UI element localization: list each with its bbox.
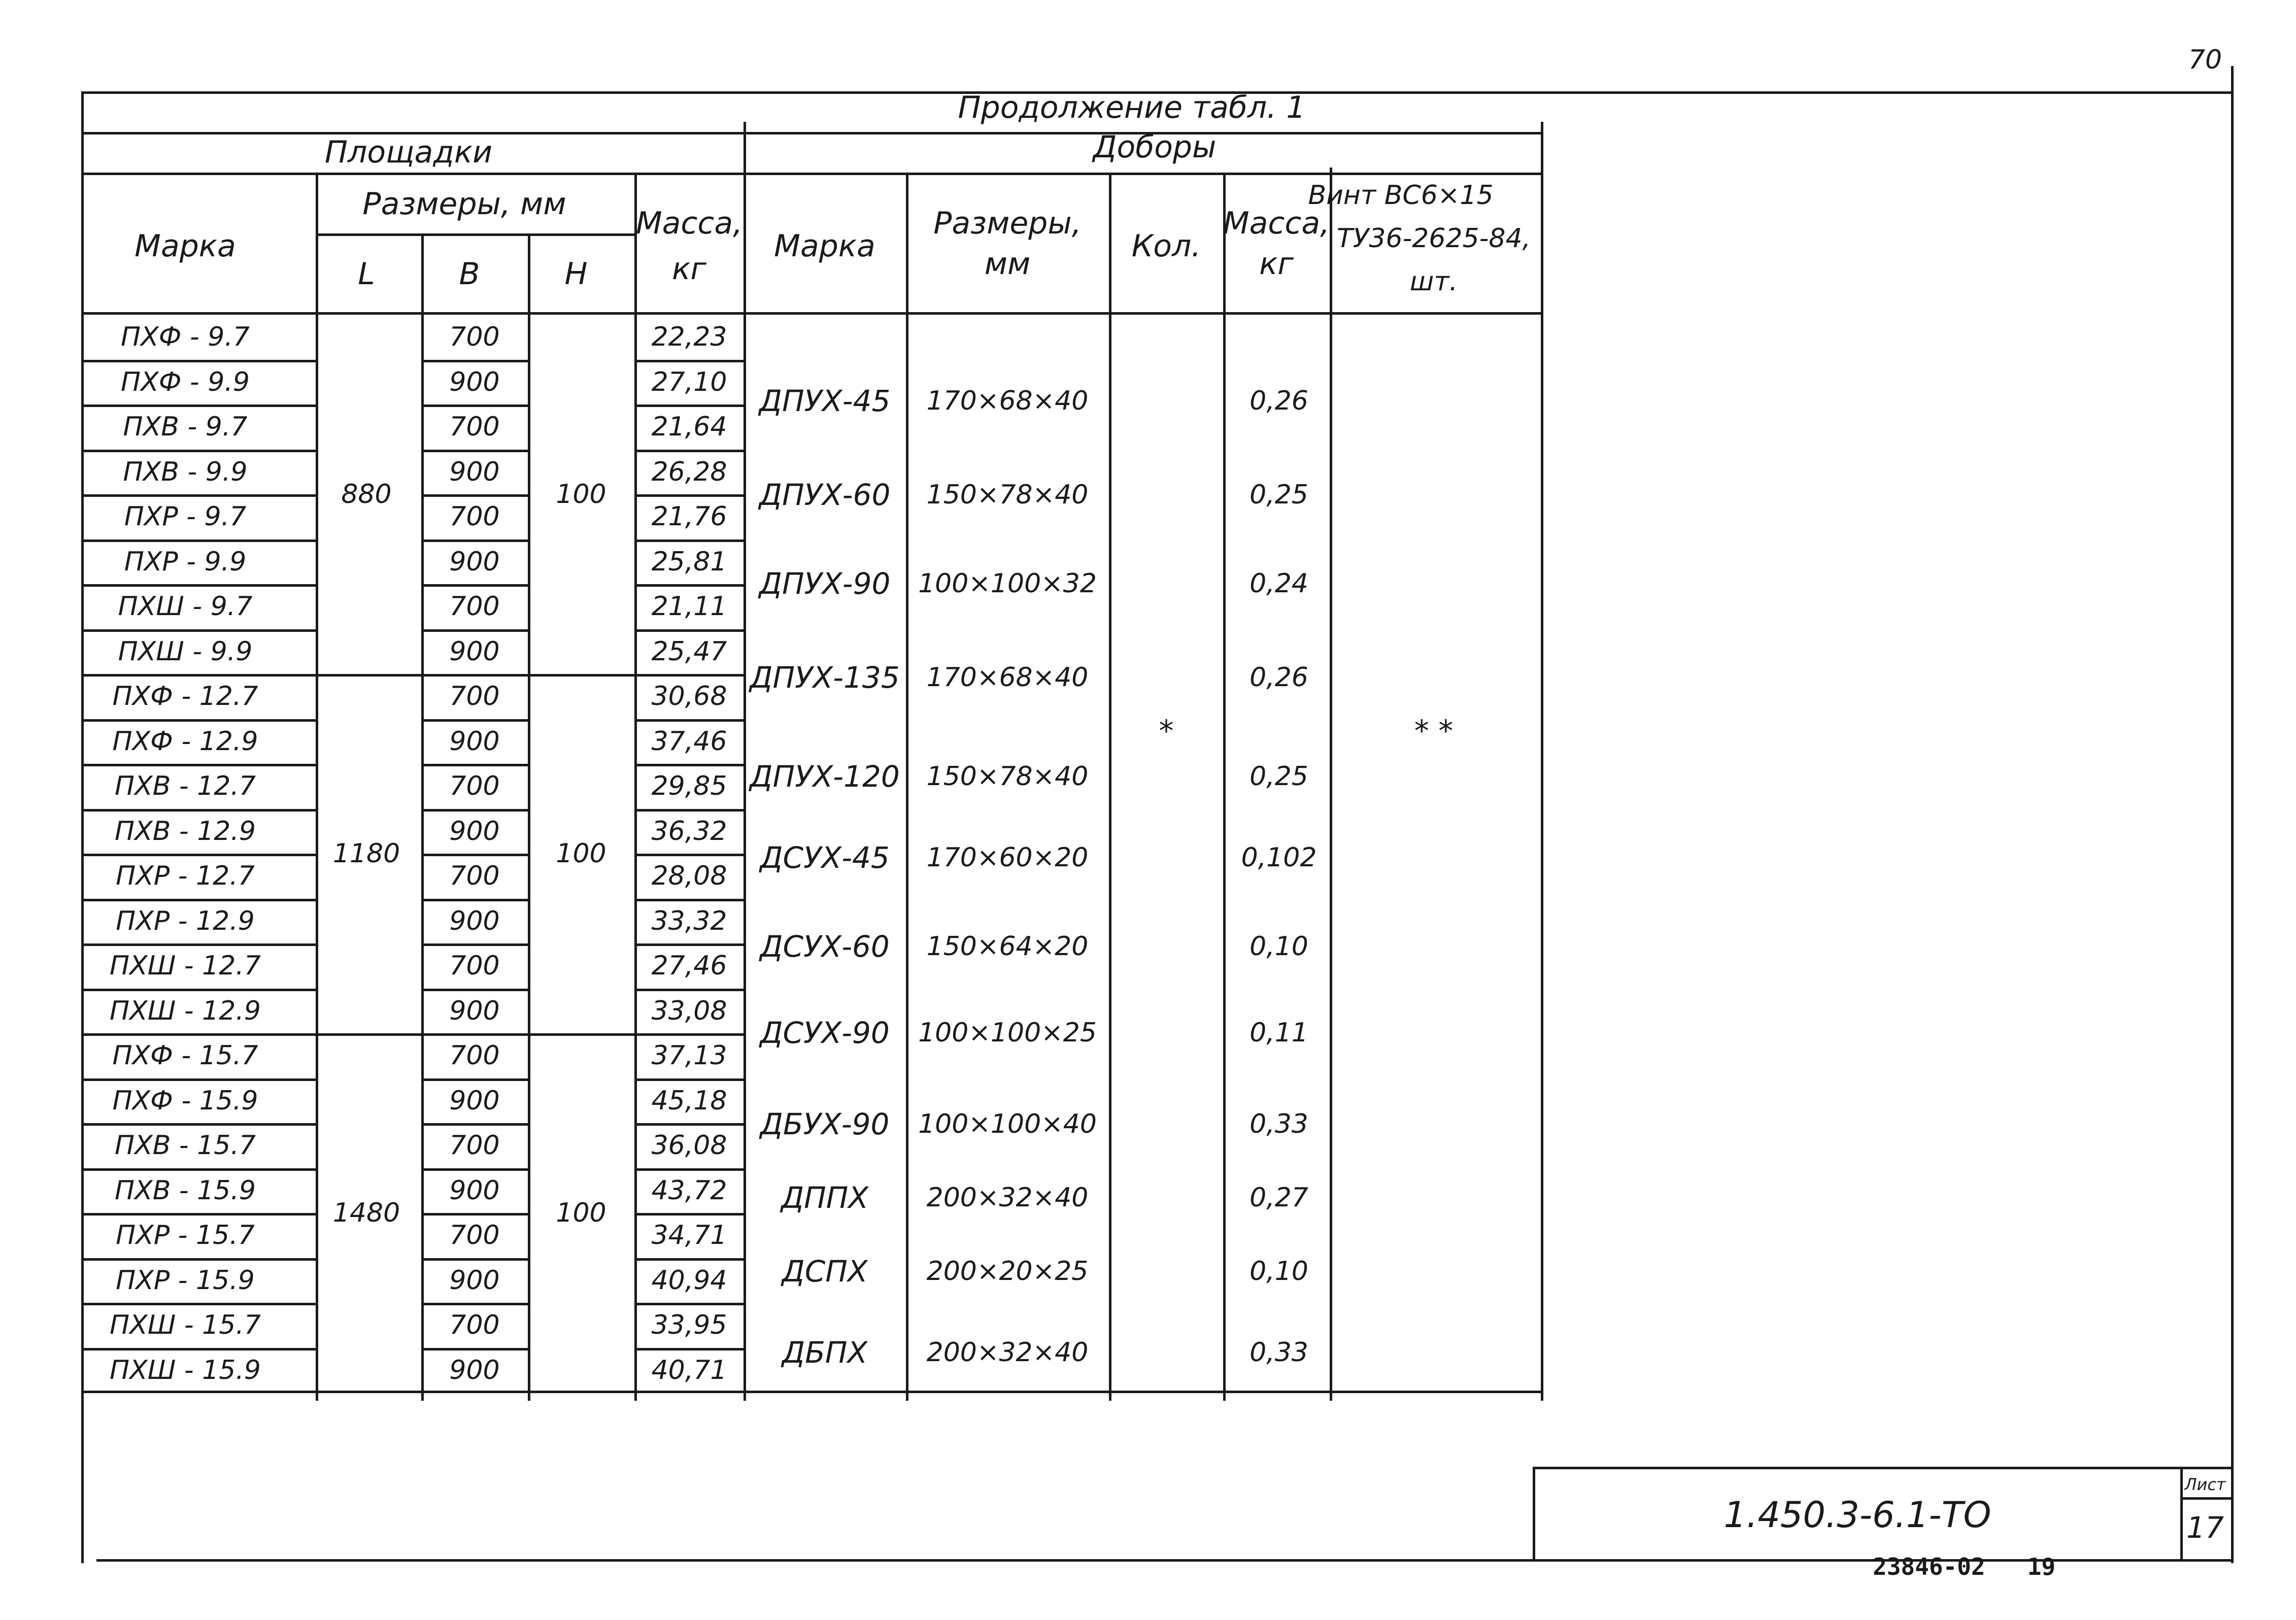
platform-mass: 36,32 <box>651 816 727 847</box>
row-line-b <box>421 1168 530 1171</box>
platform-marka: ПХШ - 15.7 <box>110 1310 261 1341</box>
platform-width-b: 900 <box>449 1355 500 1386</box>
row-line-mass <box>634 899 746 901</box>
header-line-2 <box>81 173 1543 175</box>
platform-marka: ПХВ - 12.9 <box>114 816 256 847</box>
stamp-sheet-line <box>2180 1497 2231 1500</box>
row-line-marka <box>81 1213 317 1216</box>
left-col-line-2 <box>421 233 424 1401</box>
left-mass-header: Масса, <box>635 206 743 241</box>
platform-marka: ПХВ - 15.9 <box>114 1175 256 1206</box>
screw-header-line-3: шт. <box>1409 266 1458 297</box>
row-line-marka <box>81 1258 317 1261</box>
row-line-marka <box>81 899 317 901</box>
row-line-mass <box>634 674 746 677</box>
addon-mass: 0,27 <box>1250 1183 1308 1213</box>
platform-width-b: 700 <box>449 322 500 353</box>
row-line-marka <box>81 360 317 362</box>
stamp-top-line <box>1533 1467 2233 1469</box>
table-bottom-line <box>81 1391 1543 1393</box>
row-line-mass <box>634 1168 746 1171</box>
platform-width-b: 900 <box>449 816 500 847</box>
platform-width-b: 900 <box>449 366 500 397</box>
platform-width-b: 700 <box>449 681 500 712</box>
platform-marka: ПХФ - 15.7 <box>112 1040 258 1071</box>
row-line-b <box>421 764 530 766</box>
screw-header-line-1: Винт ВС6×15 <box>1308 180 1494 211</box>
left-col-line-1 <box>316 173 318 1401</box>
right-col-line-3 <box>1223 173 1226 1401</box>
platform-mass: 40,71 <box>651 1355 727 1386</box>
header-bottom-line <box>81 312 1543 315</box>
row-line-b <box>421 719 530 722</box>
platform-marka: ПХР - 15.9 <box>116 1265 255 1296</box>
row-line-mass <box>634 1258 746 1261</box>
right-col-line-2 <box>1109 173 1111 1401</box>
addon-size: 170×68×40 <box>926 386 1089 416</box>
row-line-marka <box>81 1078 317 1081</box>
platform-width-b: 700 <box>449 1040 500 1071</box>
row-line-b <box>421 1033 530 1036</box>
group-length-l: 880 <box>341 479 392 510</box>
group-length-l: 1480 <box>332 1198 400 1228</box>
row-line-mass <box>634 360 746 362</box>
screw-note: * * <box>1414 714 1454 748</box>
addon-size: 200×32×40 <box>926 1183 1089 1213</box>
row-line-b <box>421 1213 530 1216</box>
row-line-marka <box>81 1348 317 1351</box>
group-line-l <box>316 674 424 677</box>
platform-marka: ПХВ - 9.7 <box>123 412 248 443</box>
platform-width-b: 700 <box>449 951 500 982</box>
row-line-b <box>421 989 530 991</box>
addon-size: 150×78×40 <box>926 480 1089 510</box>
platform-mass: 25,81 <box>651 546 727 577</box>
platform-marka: ПХВ - 12.7 <box>114 771 256 802</box>
platform-mass: 33,95 <box>651 1310 727 1341</box>
row-line-mass <box>634 943 746 946</box>
row-line-marka <box>81 584 317 587</box>
platform-marka: ПХР - 9.9 <box>124 546 247 577</box>
row-line-mass <box>634 584 746 587</box>
group-line-h <box>528 1033 637 1036</box>
group-height-h: 100 <box>556 479 606 510</box>
archive-code: 23846-02 19 <box>1873 1553 2056 1580</box>
row-line-marka <box>81 943 317 946</box>
platform-mass: 29,85 <box>651 771 727 802</box>
row-line-b <box>421 1348 530 1351</box>
row-line-marka <box>81 809 317 812</box>
platform-width-b: 900 <box>449 726 500 757</box>
addon-size: 200×20×25 <box>926 1256 1089 1287</box>
row-line-mass <box>634 629 746 632</box>
row-line-mass <box>634 450 746 452</box>
left-mass-unit: кг <box>672 251 706 287</box>
row-line-marka <box>81 1123 317 1126</box>
addon-mass: 0,26 <box>1250 662 1308 693</box>
row-line-b <box>421 404 530 407</box>
row-line-b <box>421 1258 530 1261</box>
addon-marka: ДСПХ <box>782 1254 868 1289</box>
addon-size: 170×60×20 <box>926 842 1089 873</box>
addon-size: 150×78×40 <box>926 761 1089 792</box>
left-col-line-3 <box>528 233 530 1401</box>
row-line-mass <box>634 494 746 497</box>
row-line-b <box>421 1303 530 1305</box>
platform-width-b: 900 <box>449 456 500 487</box>
row-line-mass <box>634 854 746 856</box>
row-line-b <box>421 1123 530 1126</box>
platform-width-b: 900 <box>449 1175 500 1206</box>
platform-marka: ПХР - 12.9 <box>116 905 255 936</box>
right-sizes-unit: мм <box>984 246 1031 282</box>
row-line-mass <box>634 719 746 722</box>
document-code: 1.450.3-6.1-ТО <box>1724 1494 1991 1536</box>
addon-mass: 0,25 <box>1250 480 1308 510</box>
platform-marka: ПХШ - 12.7 <box>110 951 261 982</box>
platform-mass: 21,11 <box>651 591 727 622</box>
sheet-number: 17 <box>2186 1510 2224 1545</box>
platform-mass: 27,10 <box>651 366 727 397</box>
left-b-header: B <box>459 256 480 292</box>
group-length-l: 1180 <box>332 838 400 869</box>
sizes-subheader-line <box>316 233 635 236</box>
platform-marka: ПХВ - 15.7 <box>114 1130 256 1161</box>
row-line-mass <box>634 1303 746 1305</box>
platform-marka: ПХШ - 9.9 <box>118 636 253 667</box>
addon-mass: 0,24 <box>1250 568 1308 599</box>
qty-note: * <box>1159 714 1174 748</box>
row-line-mass <box>634 404 746 407</box>
platform-width-b: 700 <box>449 1220 500 1251</box>
right-qty-header: Кол. <box>1131 228 1201 264</box>
addon-size: 100×100×40 <box>918 1109 1097 1139</box>
platform-mass: 37,13 <box>651 1040 727 1071</box>
right-sizes-header: Размеры, <box>933 206 1082 241</box>
platform-mass: 22,23 <box>651 322 727 353</box>
left-marka-header: Марка <box>134 228 236 264</box>
addon-mass: 0,33 <box>1250 1337 1308 1368</box>
platform-mass: 25,47 <box>651 636 727 667</box>
row-line-b <box>421 854 530 856</box>
addon-size: 100×100×25 <box>918 1018 1097 1048</box>
platform-mass: 28,08 <box>651 861 727 892</box>
right-mass-unit: кг <box>1259 246 1294 282</box>
platform-width-b: 700 <box>449 771 500 802</box>
group-height-h: 100 <box>556 838 606 869</box>
row-line-b <box>421 450 530 452</box>
right-col-line-4 <box>1330 167 1332 1401</box>
left-h-header: H <box>564 256 588 292</box>
platform-mass: 33,32 <box>651 905 727 936</box>
row-line-marka <box>81 719 317 722</box>
platform-mass: 40,94 <box>651 1265 727 1296</box>
platform-mass: 33,08 <box>651 995 727 1026</box>
platform-marka: ПХШ - 15.9 <box>110 1355 261 1386</box>
row-line-mass <box>634 989 746 991</box>
row-line-marka <box>81 629 317 632</box>
platform-mass: 26,28 <box>651 456 727 487</box>
addon-size: 150×64×20 <box>926 931 1089 962</box>
row-line-marka <box>81 854 317 856</box>
group-line-h <box>528 674 637 677</box>
addon-marka: ДСУХ-90 <box>760 1016 890 1050</box>
platform-width-b: 900 <box>449 905 500 936</box>
addon-marka: ДСУХ-45 <box>760 840 890 875</box>
addon-mass: 0,10 <box>1250 931 1308 962</box>
platform-mass: 45,18 <box>651 1085 727 1116</box>
row-line-mass <box>634 1078 746 1081</box>
addon-mass: 0,26 <box>1250 386 1308 416</box>
row-line-marka <box>81 404 317 407</box>
row-line-mass <box>634 539 746 542</box>
row-line-mass <box>634 1033 746 1036</box>
row-line-b <box>421 629 530 632</box>
platform-marka: ПХР - 12.7 <box>116 861 255 892</box>
platform-mass: 27,46 <box>651 951 727 982</box>
row-line-b <box>421 360 530 362</box>
addon-size: 100×100×32 <box>918 568 1097 599</box>
platform-marka: ПХФ - 15.9 <box>112 1085 258 1116</box>
right-marka-header: Марка <box>774 228 875 264</box>
platform-width-b: 900 <box>449 636 500 667</box>
row-line-marka <box>81 1033 317 1036</box>
addon-marka: ДПУХ-135 <box>750 660 900 695</box>
platform-mass: 34,71 <box>651 1220 727 1251</box>
stamp-sheet-divider <box>2180 1467 2183 1561</box>
row-line-marka <box>81 764 317 766</box>
row-line-mass <box>634 1123 746 1126</box>
row-line-mass <box>634 1213 746 1216</box>
platform-marka: ПХФ - 12.7 <box>112 681 258 712</box>
platform-marka: ПХР - 9.7 <box>124 501 247 532</box>
page-corner-mark: 70 <box>2188 45 2222 75</box>
row-line-b <box>421 1078 530 1081</box>
addons-title: Доборы <box>1093 129 1217 165</box>
row-line-mass <box>634 809 746 812</box>
stamp-left-line <box>1533 1467 1535 1561</box>
platform-mass: 37,46 <box>651 726 727 757</box>
platform-width-b: 700 <box>449 1310 500 1341</box>
row-line-marka <box>81 494 317 497</box>
platform-mass: 43,72 <box>651 1175 727 1206</box>
platform-width-b: 900 <box>449 995 500 1026</box>
header-line-1 <box>81 132 1543 134</box>
platform-mass: 21,76 <box>651 501 727 532</box>
platform-mass: 21,64 <box>651 412 727 443</box>
row-line-marka <box>81 674 317 677</box>
addon-marka: ДБПХ <box>782 1335 868 1370</box>
row-line-mass <box>634 764 746 766</box>
frame-right-line <box>2231 66 2234 1563</box>
row-line-marka <box>81 989 317 991</box>
platform-marka: ПХФ - 9.7 <box>120 322 250 353</box>
row-line-mass <box>634 1348 746 1351</box>
left-col-line-4 <box>634 173 637 1401</box>
platform-width-b: 900 <box>449 1265 500 1296</box>
row-line-b <box>421 809 530 812</box>
left-sizes-header: Размеры, мм <box>362 186 566 222</box>
row-line-marka <box>81 450 317 452</box>
platform-marka: ПХФ - 9.9 <box>120 366 250 397</box>
platform-width-b: 700 <box>449 1130 500 1161</box>
right-mass-header: Масса, <box>1223 206 1330 241</box>
group-height-h: 100 <box>556 1198 606 1228</box>
platform-width-b: 700 <box>449 591 500 622</box>
row-line-marka <box>81 1168 317 1171</box>
row-line-b <box>421 899 530 901</box>
platform-width-b: 900 <box>449 1085 500 1116</box>
row-line-marka <box>81 539 317 542</box>
row-line-marka <box>81 1303 317 1305</box>
platform-width-b: 700 <box>449 861 500 892</box>
platform-width-b: 900 <box>449 546 500 577</box>
addon-marka: ДППХ <box>781 1180 869 1215</box>
platforms-title: Площадки <box>324 134 493 170</box>
addon-size: 200×32×40 <box>926 1337 1089 1368</box>
addon-marka: ДПУХ-90 <box>759 566 891 601</box>
addon-marka: ДПУХ-60 <box>759 478 891 512</box>
platform-width-b: 700 <box>449 501 500 532</box>
platform-marka: ПХШ - 9.7 <box>118 591 253 622</box>
platform-marka: ПХШ - 12.9 <box>110 995 261 1026</box>
right-col-line-1 <box>906 173 908 1401</box>
left-l-header: L <box>358 256 375 292</box>
platform-marka: ПХВ - 9.9 <box>123 456 248 487</box>
row-line-b <box>421 943 530 946</box>
addon-marka: ДПУХ-120 <box>750 759 900 794</box>
group-line-l <box>316 1033 424 1036</box>
row-line-b <box>421 539 530 542</box>
platform-marka: ПХР - 15.7 <box>116 1220 255 1251</box>
continuation-caption: Продолжение табл. 1 <box>958 90 1306 125</box>
sheet-label: Лист <box>2184 1475 2226 1494</box>
addon-marka: ДПУХ-45 <box>759 384 891 418</box>
row-line-b <box>421 494 530 497</box>
row-line-b <box>421 674 530 677</box>
addon-mass: 0,33 <box>1250 1109 1308 1139</box>
platform-mass: 30,68 <box>651 681 727 712</box>
addon-mass: 0,102 <box>1241 842 1317 873</box>
addon-size: 170×68×40 <box>926 662 1089 693</box>
row-line-b <box>421 584 530 587</box>
addon-marka: ДСУХ-60 <box>760 929 890 964</box>
addon-mass: 0,10 <box>1250 1256 1308 1287</box>
addon-marka: ДБУХ-90 <box>760 1107 890 1141</box>
platform-mass: 36,08 <box>651 1130 727 1161</box>
platform-width-b: 700 <box>449 412 500 443</box>
platform-marka: ПХФ - 12.9 <box>112 726 258 757</box>
screw-header-line-2: ТУ36-2625-84, <box>1336 223 1531 254</box>
addon-mass: 0,11 <box>1250 1018 1308 1048</box>
addon-mass: 0,25 <box>1250 761 1308 792</box>
